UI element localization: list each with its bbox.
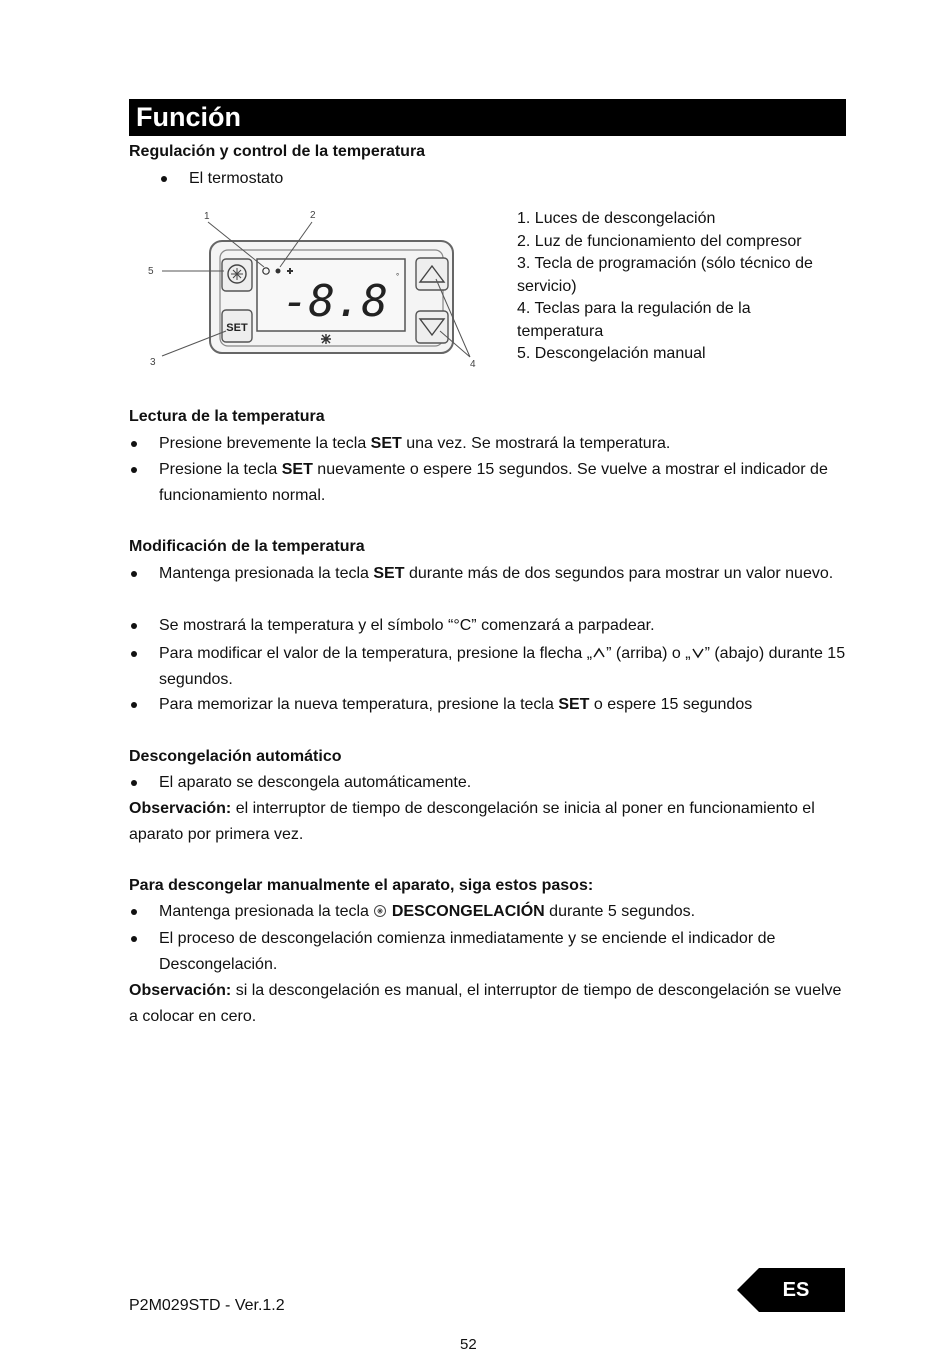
observation-note: Observación: el interruptor de tiempo de descongelación se inicia al poner en funcionamiento el aparato por primera vez. (129, 800, 815, 843)
compressor-light-icon (276, 269, 281, 274)
document-code: P2M029STD - Ver.1.2 (129, 1297, 285, 1314)
temperature-display: -8.8 (282, 276, 388, 327)
legend-item: 4. Teclas para la regulación de la temperatura (517, 300, 751, 340)
section-heading-auto-defrost: Descongelación automático (129, 748, 342, 765)
legend-item: 1. Luces de descongelación (517, 210, 716, 227)
key-name: SET (281, 461, 313, 478)
section-heading-modify: Modificación de la temperatura (129, 538, 365, 555)
bullet-icon (161, 176, 167, 182)
down-key (416, 311, 448, 343)
section-heading-manual-defrost: Para descongelar manualmente el aparato, siga estos pasos: (129, 877, 594, 894)
key-name: SET (558, 696, 590, 713)
section-heading-reading: Lectura de la temperatura (129, 408, 325, 425)
bullet-icon (131, 780, 137, 786)
bullet-icon (131, 467, 137, 473)
callout-2: 2 (310, 210, 316, 221)
callout-4: 4 (470, 359, 476, 370)
bullet-icon (131, 441, 137, 447)
observation-note: Observación: si la descongelación es manual, el interruptor de tiempo de descongelación se vuelve a colocar en cero. (129, 982, 842, 1025)
up-key (416, 258, 448, 290)
legend-item: 3. Tecla de programación (sólo técnico de servicio) (517, 255, 813, 295)
bullet-icon (131, 623, 137, 629)
legend-item: 2. Luz de funcionamiento del compresor (517, 232, 802, 250)
page-title: Función (129, 99, 846, 136)
unit-indicator-icon: ° (396, 272, 400, 281)
callout-1: 1 (204, 211, 210, 222)
callout-3: 3 (150, 357, 156, 368)
bullet-icon (131, 651, 137, 657)
bullet-icon (131, 909, 137, 915)
callout-5: 5 (148, 266, 154, 277)
up-arrow-icon (592, 646, 606, 660)
document-page: Función Regulación y control de la temperatura El termostato SET -8.8 ° 1 2 3 4 5 1. Luces de descongelación 2. Luz de funcionamiento del compresor 3. Tecla de programación (sólo técnico de servicio) 4. Teclas para la regulación de la temperatura 5. Descongelación manual Lectura de la temperatura Presione brevemente la tecla SET una vez. Se mostrará la temperatura. Presione la tecla SET nuevamente o espere 15 segundos. Se vuelve a mostrar el indicador de funcionamiento normal. Modificación de la temperatura Mantenga presionada la tecla SET durante más de dos segundos para mostrar un valor nuevo. Se mostrará la temperatura y el símbolo “°C” comenzará a parpadear. Para modificar el valor de la temperatura, presione la flecha „ ” (arriba) o „ ” (abajo) durante 15 segundos. Para memorizar la nueva temperatura, presione la tecla SET o espere 15 segundos Descongelación automático El aparato se descongela automáticamente. Observación: el interruptor de tiempo de descongelación se inicia al poner en funcionamiento el aparato por primera vez. Para descongelar manualmente el aparato, siga estos pasos: Mantenga presionada la tecla DESCONGELACIÓN durante 5 segundos. El proceso de descongelación comienza inmediatamente y se enciende el indicador de Descongelación. Observación: si la descongelación es manual, el interruptor de tiempo de descongelación se vuelve a colocar en cero. P2M029STD - Ver.1.2 ES 52 (0, 0, 950, 1359)
language-label: ES (782, 1279, 810, 1301)
key-name: DESCONGELACIÓN (391, 903, 545, 920)
defrost-icon (373, 904, 387, 918)
bullet-icon (131, 702, 137, 708)
down-arrow-icon (691, 646, 705, 660)
bullet-icon (131, 571, 137, 577)
legend-item: 5. Descongelación manual (517, 345, 706, 362)
thermostat-diagram (140, 203, 490, 373)
snowflake-icon (321, 334, 331, 344)
key-name: SET (373, 565, 405, 582)
section-heading-regulation: Regulación y control de la temperatura (129, 143, 426, 160)
diagram-legend (517, 208, 837, 366)
key-name: SET (370, 435, 402, 452)
bullet-icon (131, 936, 137, 942)
set-key-label: SET (226, 322, 248, 334)
page-number: 52 (460, 1336, 477, 1353)
